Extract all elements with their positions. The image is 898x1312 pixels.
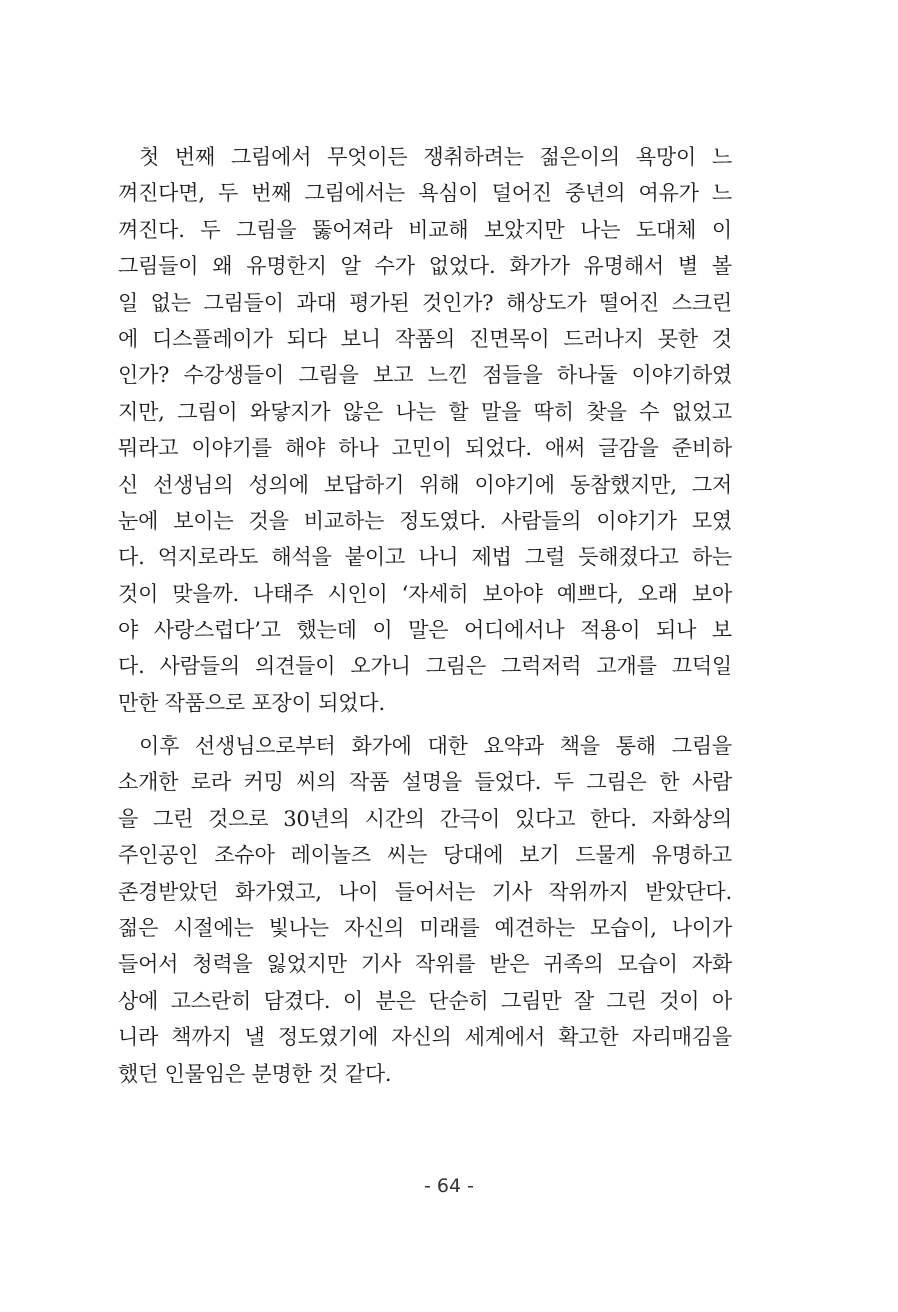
- text-line: 인가? 수강생들이 그림을 보고 느낀 점들을 하나둘 이야기하였: [118, 363, 732, 388]
- paragraph-2: [118, 728, 732, 1092]
- text-line: 존경받았던 화가였고, 나이 들어서는 기사 작위까지 받았단다.: [118, 879, 732, 904]
- text-line: 소개한 로라 커밍 씨의 작품 설명을 들었다. 두 그림은 한 사람: [118, 770, 732, 795]
- text-line: 을 그린 것으로 30년의 시간의 간극이 있다고 한다. 자화상의: [118, 806, 732, 831]
- text-line: 껴진다면, 두 번째 그림에서는 욕심이 덜어진 중년의 여유가 느: [118, 181, 732, 206]
- text-line: 했던 인물임은 분명한 것 같다.: [118, 1061, 392, 1086]
- text-line: 껴진다. 두 그림을 뚫어져라 비교해 보았지만 나는 도대체 이: [118, 217, 732, 242]
- text-line: 눈에 보이는 것을 비교하는 정도였다. 사람들의 이야기가 모였: [118, 508, 732, 533]
- text-line: 신 선생님의 성의에 보답하기 위해 이야기에 동참했지만, 그저: [118, 472, 732, 497]
- text-line: 그림들이 왜 유명한지 알 수가 없었다. 화가가 유명해서 별 볼: [118, 254, 732, 279]
- text-line: 이후 선생님으로부터 화가에 대한 요약과 책을 통해 그림을: [139, 734, 732, 758]
- text-line: 젊은 시절에는 빛나는 자신의 미래를 예견하는 모습이, 나이가: [118, 915, 732, 940]
- text-line: 들어서 청력을 잃었지만 기사 작위를 받은 귀족의 모습이 자화: [118, 952, 732, 977]
- text-line: 주인공인 조슈아 레이놀즈 씨는 당대에 보기 드물게 유명하고: [118, 843, 732, 868]
- text-line: 일 없는 그림들이 과대 평가된 것인가? 해상도가 떨어진 스크린: [118, 290, 732, 315]
- page-number: - 64 -: [424, 1175, 474, 1197]
- text-line: 뭐라고 이야기를 해야 하나 고민이 되었다. 애써 글감을 준비하: [118, 436, 732, 461]
- text-line: 첫 번째 그림에서 무엇이든 쟁취하려는 젊은이의 욕망이 느: [139, 145, 732, 169]
- text-line: 것이 맞을까. 나태주 시인이 ‘자세히 보아야 예쁘다, 오래 보아: [118, 581, 732, 606]
- text-line: 니라 책까지 낼 정도였기에 자신의 세계에서 확고한 자리매김을: [118, 1025, 732, 1050]
- paragraph-1: [118, 139, 732, 721]
- text-line: 상에 고스란히 담겼다. 이 분은 단순히 그림만 잘 그린 것이 아: [118, 988, 732, 1013]
- text-line: 다. 억지로라도 해석을 붙이고 나니 제법 그럴 듯해졌다고 하는: [118, 545, 732, 570]
- text-line: 야 사랑스럽다’고 했는데 이 말은 어디에서나 적용이 되나 보: [118, 618, 732, 643]
- text-line: 지만, 그림이 와닿지가 않은 나는 할 말을 딱히 찾을 수 없었고: [118, 399, 732, 424]
- text-line: 다. 사람들의 의견들이 오가니 그림은 그럭저럭 고개를 끄덕일: [118, 654, 732, 679]
- text-line: 만한 작품으로 포장이 되었다.: [118, 690, 385, 715]
- text-line: 에 디스플레이가 되다 보니 작품의 진면목이 드러나지 못한 것: [118, 326, 732, 351]
